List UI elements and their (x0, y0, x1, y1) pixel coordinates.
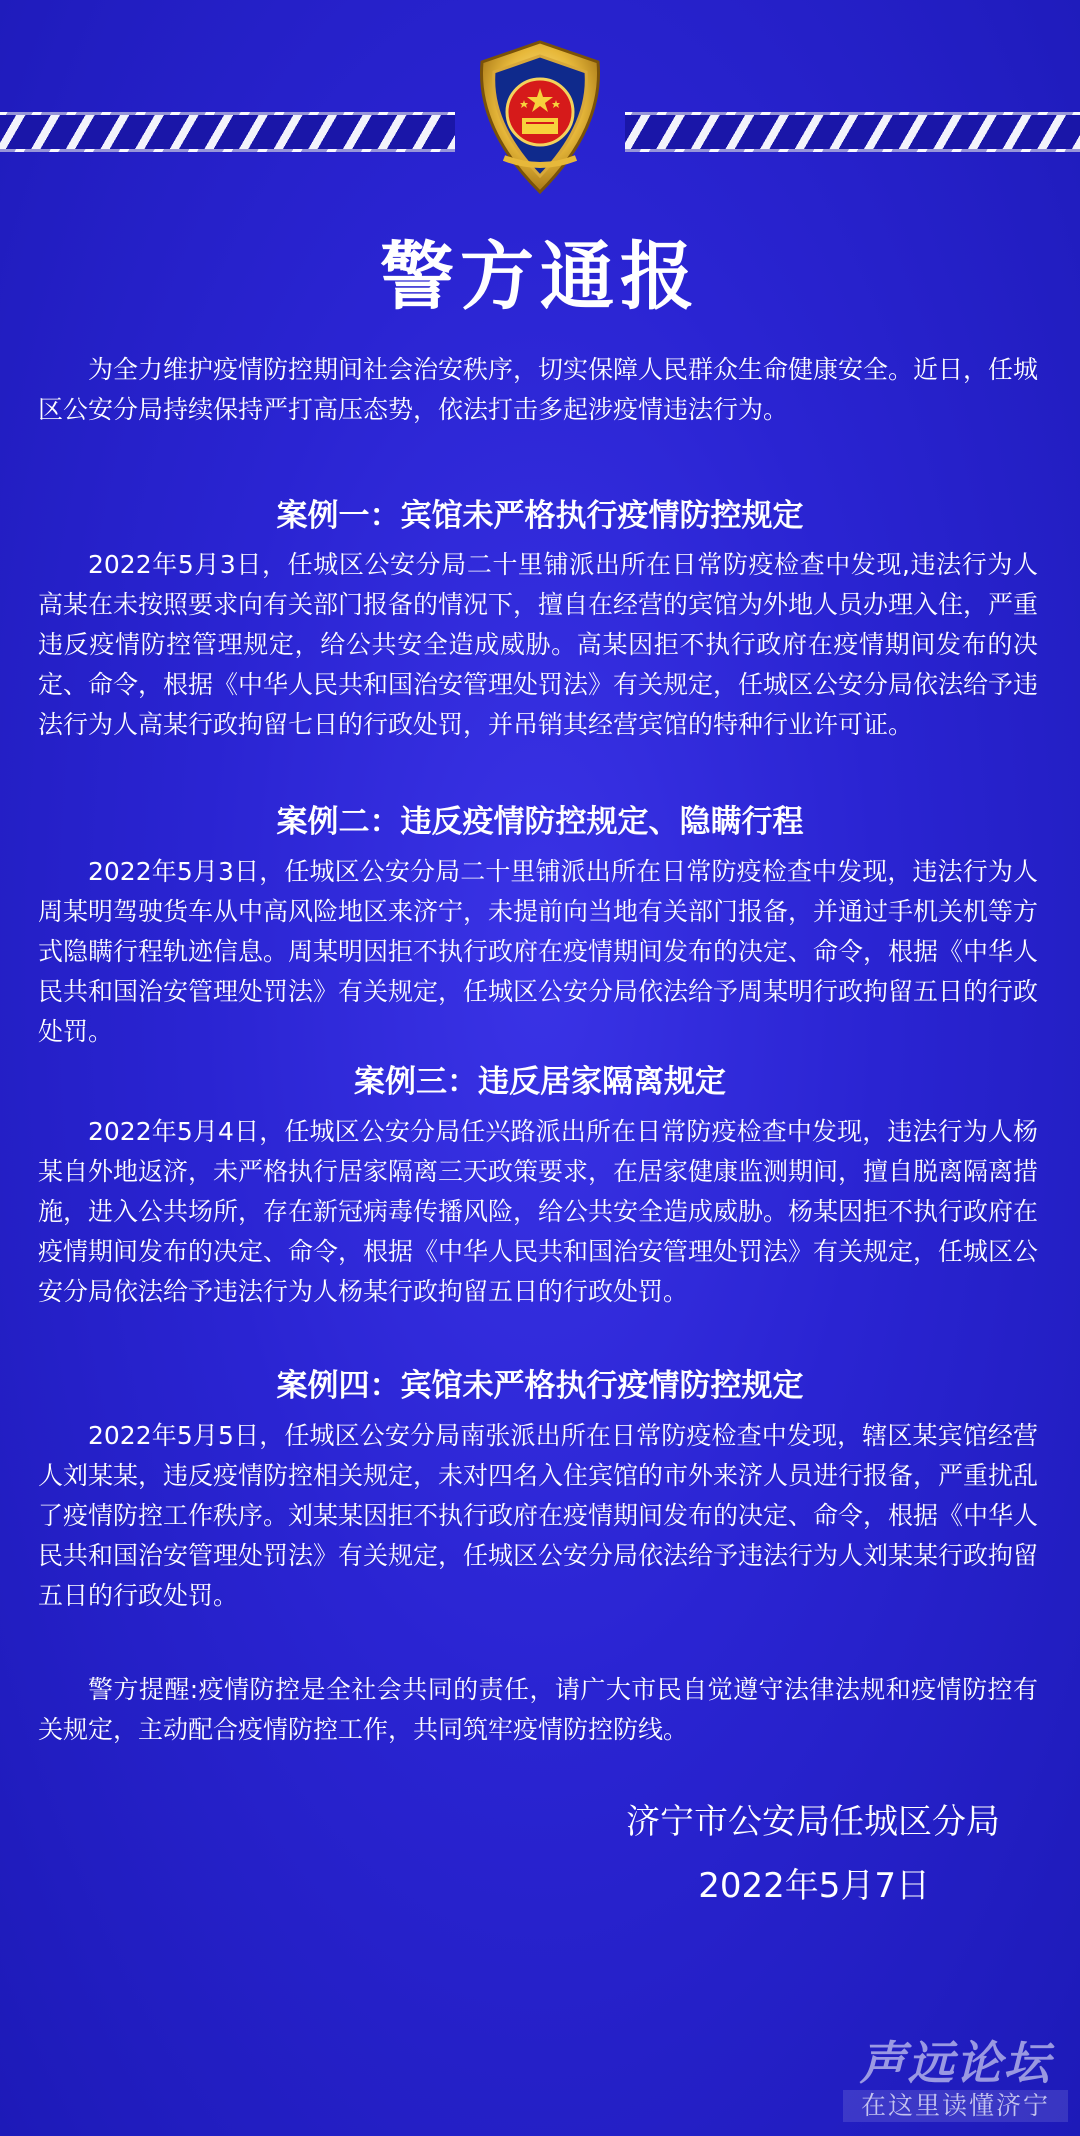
intro-paragraph: 为全力维护疫情防控期间社会治安秩序，切实保障人民群众生命健康安全。近日，任城区公安分局持续保持严打高压态势，依法打击多起涉疫情违法行为。 (38, 355, 1039, 424)
police-emblem-icon (470, 38, 610, 198)
watermark-slogan: 在这里读懂济宁 (843, 2090, 1068, 2122)
case-2-body: 2022年5月3日，任城区公安分局二十里铺派出所在日常防疫检查中发现，违法行为人周某明驾驶货车从中高风险地区来济宁，未提前向当地有关部门报备，并通过手机关机等方式隐瞒行程轨迹信息。周某明因拒不执行政府在疫情期间发布的决定、命令，根据《中华人民共和国治安管理处罚法》有关规定，任城区公安分局依法给予周某明行政拘留五日的行政处罚。 (38, 857, 1039, 1046)
signature-org: 济宁市公安局任城区分局 (626, 1802, 1000, 1842)
case-4-body: 2022年5月5日，任城区公安分局南张派出所在日常防疫检查中发现，辖区某宾馆经营人刘某某，违反疫情防控相关规定，未对四名入住宾馆的市外来济人员进行报备，严重扰乱了疫情防控工作秩序。刘某某因拒不执行政府在疫情期间发布的决定、命令，根据《中华人民共和国治安管理处罚法》有关规定，任城区公安分局依法给予违法行为人刘某某行政拘留五日的行政处罚。 (38, 1421, 1039, 1610)
case-3-heading: 案例三：违反居家隔离规定 (354, 1064, 726, 1100)
watermark-logo-text: 声远论坛 (859, 2036, 1052, 2090)
case-1-heading: 案例一：宾馆未严格执行疫情防控规定 (276, 498, 804, 534)
watermark (843, 2036, 1068, 2122)
signature-date: 2022年5月7日 (698, 1866, 930, 1906)
case-3-body: 2022年5月4日，任城区公安分局任兴路派出所在日常防疫检查中发现，违法行为人杨某自外地返济，未严格执行居家隔离三天政策要求，在居家健康监测期间，擅自脱离隔离措施，进入公共场所，存在新冠病毒传播风险，给公共安全造成威胁。杨某因拒不执行政府在疫情期间发布的决定、命令，根据《中华人民共和国治安管理处罚法》有关规定，任城区公安分局依法给予违法行为人杨某行政拘留五日的行政处罚。 (38, 1117, 1039, 1306)
case-4-heading: 案例四：宾馆未严格执行疫情防控规定 (276, 1368, 804, 1404)
page-title: 警方通报 (380, 234, 700, 320)
case-2-heading: 案例二：违反疫情防控规定、隐瞒行程 (276, 804, 804, 840)
case-1-body: 2022年5月3日，任城区公安分局二十里铺派出所在日常防疫检查中发现,违法行为人高某在未按照要求向有关部门报备的情况下，擅自在经营的宾馆为外地人员办理入住，严重违反疫情防控管理规定，给公共安全造成威胁。高某因拒不执行政府在疫情期间发布的决定、命令，根据《中华人民共和国治安管理处罚法》有关规定，任城区公安分局依法给予违法行为人高某行政拘留七日的行政处罚，并吊销其经营宾馆的特种行业许可证。 (38, 550, 1039, 739)
decorative-band-right (625, 112, 1080, 152)
decorative-band-left (0, 112, 455, 152)
reminder-paragraph: 警方提醒:疫情防控是全社会共同的责任，请广大市民自觉遵守法律法规和疫情防控有关规定，主动配合疫情防控工作，共同筑牢疫情防控防线。 (38, 1675, 1038, 1744)
